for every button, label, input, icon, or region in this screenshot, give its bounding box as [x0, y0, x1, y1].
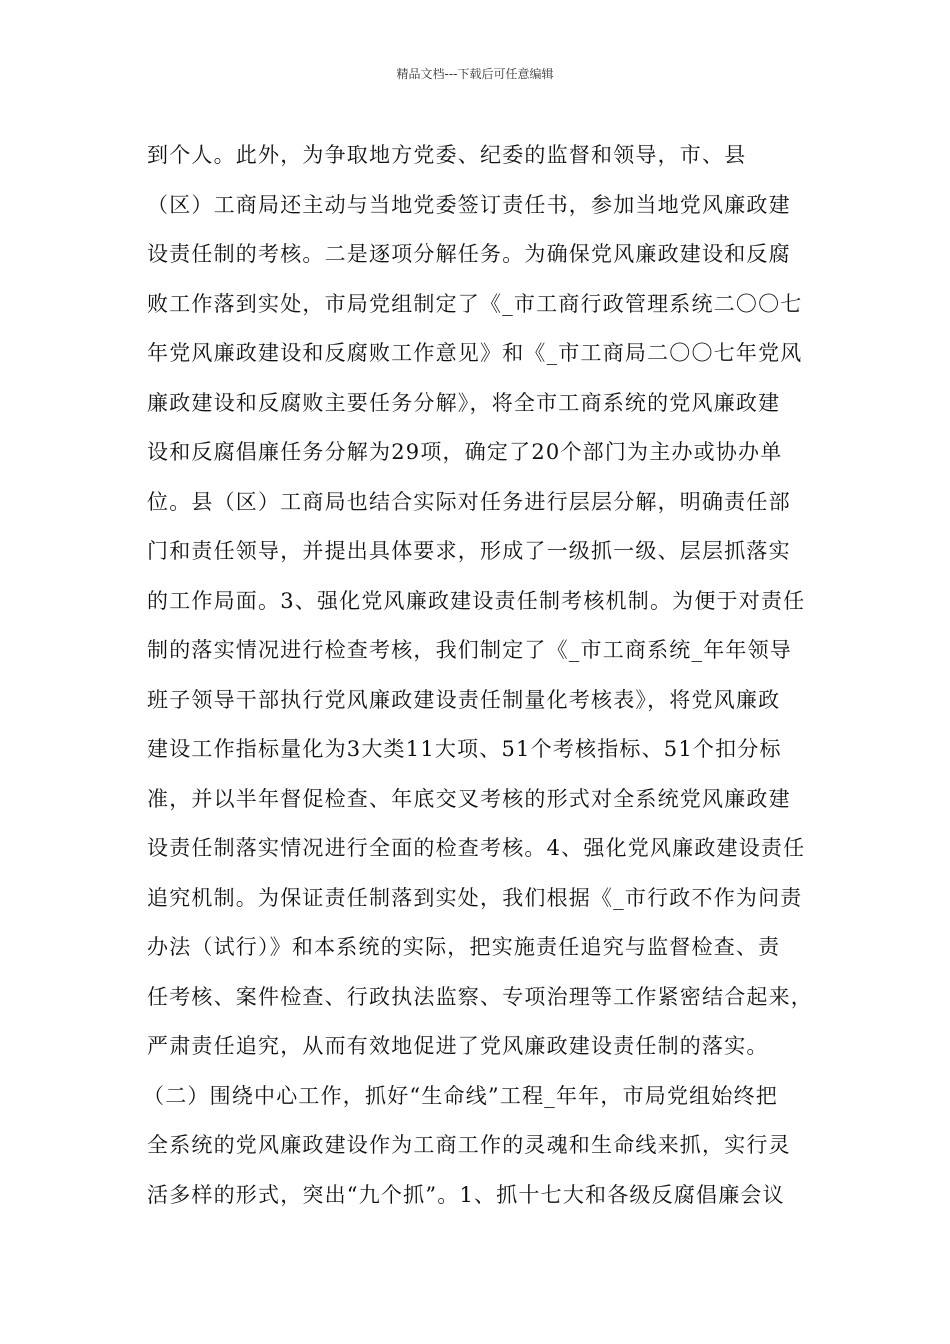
body-line: 设责任制的考核。二是逐项分解任务。为确保党风廉政建设和反腐 [147, 242, 791, 266]
body-line: 制的落实情况进行检查考核，我们制定了《_市工商系统_年年领导 [147, 638, 792, 662]
body-line: 建设工作指标量化为3大类11大项、51个考核指标、51个扣分标 [147, 737, 782, 761]
body-line: 准，并以半年督促检查、年底交叉考核的形式对全系统党风廉政建 [147, 786, 791, 811]
body-line: 廉政建设和反腐败主要任务分解》，将全市工商系统的党风廉政建 [147, 390, 781, 415]
body-line: （区）工商局还主动与当地党委签订责任书，参加当地党风廉政建 [147, 192, 791, 217]
body-line: （二）围绕中心工作，抓好“生命线”工程_年年，市局党组始终把 [143, 1083, 778, 1108]
body-line: 败工作落到实处，市局党组制定了《_市工商行政管理系统二〇〇七 [147, 291, 803, 316]
body-line: 年党风廉政建设和反腐败工作意见》和《_市工商局二〇〇七年党风 [147, 341, 803, 365]
body-line: 全系统的党风廉政建设作为工商工作的灵魂和生命线来抓，实行灵 [147, 1133, 791, 1157]
body-line: 活多样的形式，突出“九个抓”。1、抓十七大和各级反腐倡廉会议 [147, 1182, 785, 1207]
document-body [143, 131, 813, 1220]
body-line: 班子领导干部执行党风廉政建设责任制量化考核表》，将党风廉政 [147, 687, 781, 712]
body-line: 到个人。此外，为争取地方党委、纪委的监督和领导，市、县 [147, 143, 747, 167]
body-line: 设和反腐倡廉任务分解为29项，确定了20个部门为主办或协办单 [147, 440, 783, 464]
body-line: 位。县（区）工商局也结合实际对任务进行层层分解，明确责任部 [147, 489, 791, 514]
page-header: 精品文档---下载后可任意编辑 [396, 67, 554, 81]
body-line: 追究机制。为保证责任制落到实处，我们根据《_市行政不作为问责 [147, 885, 803, 910]
body-line: 的工作局面。3、强化党风廉政建设责任制考核机制。为便于对责任 [147, 588, 806, 613]
body-line: 设责任制落实情况进行全面的检查考核。4、强化党风廉政建设责任 [147, 836, 806, 860]
body-line: 门和责任领导，并提出具体要求，形成了一级抓一级、层层抓落实 [147, 539, 791, 563]
body-line: 办法（试行）》和本系统的实际，把实施责任追究与监督检查、责 [147, 935, 781, 959]
body-line: 任考核、案件检查、行政执法监察、专项治理等工作紧密结合起来， [147, 984, 813, 1009]
body-line: 严肃责任追究，从而有效地促进了党风廉政建设责任制的落实。 [147, 1034, 769, 1058]
